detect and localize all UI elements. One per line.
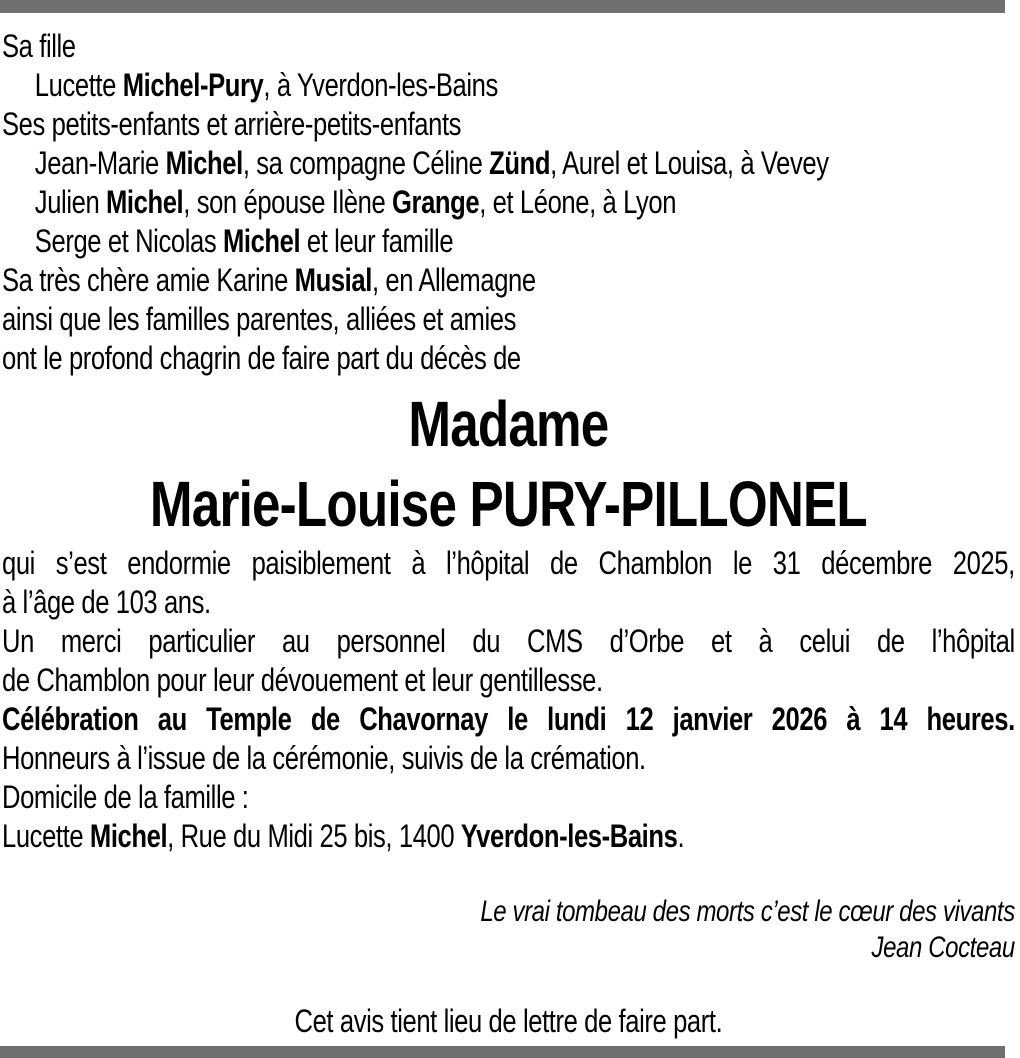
text-segment: , à Yverdon-les-Bains <box>263 67 498 103</box>
family-line-grandchild-1 <box>2 144 1015 183</box>
text-segment: Julien <box>34 184 106 220</box>
ceremony-line <box>2 700 1015 739</box>
deceased-title <box>2 384 1015 544</box>
thanks-line-1 <box>2 622 1015 661</box>
bottom-separator-bar <box>0 1046 1005 1058</box>
text-segment: , Aurel et Louisa, à Vevey <box>550 145 829 181</box>
text-segment: Jean-Marie <box>34 145 166 181</box>
name-emphasis: Michel <box>222 223 301 259</box>
family-line-friend <box>2 261 1015 300</box>
text-segment: Sa fille <box>2 28 76 64</box>
text-segment: à l’âge de 103 ans. <box>2 584 211 620</box>
name-emphasis: Yverdon-les-Bains <box>460 818 678 854</box>
family-line-grandchildren-label <box>2 105 1015 144</box>
name-emphasis: Musial <box>294 262 372 298</box>
family-line-grandchild-2 <box>2 183 1015 222</box>
deceased-title-honorific: Madame <box>408 388 609 460</box>
name-emphasis: Michel <box>89 818 168 854</box>
name-emphasis: Michel <box>106 184 184 220</box>
text-segment: ainsi que les familles parentes, alliées et amies <box>2 301 516 337</box>
name-emphasis: Célébration au Temple de Chavornay le lundi 12 janvier 2026 à 14 heures. <box>2 701 1015 737</box>
name-emphasis: Michel <box>165 145 243 181</box>
text-segment: ont le profond chagrin de faire part du décès de <box>2 340 521 376</box>
family-line-daughter-name <box>2 66 1015 105</box>
text-segment: et leur famille <box>300 223 454 259</box>
text-segment: , Rue du Midi 25 bis, 1400 <box>167 818 461 854</box>
text-segment: Honneurs à l’issue de la cérémonie, suivis de la crémation. <box>2 740 646 776</box>
quote-author: Jean Cocteau <box>871 931 1015 964</box>
family-address-line <box>2 817 1015 856</box>
death-details-line-1 <box>2 544 1015 583</box>
footer-notice-line: Cet avis tient lieu de lettre de faire part. <box>294 1003 723 1039</box>
deceased-name: Marie-Louise PURY-PILLONEL <box>149 468 867 540</box>
text-segment: , son épouse Ilène <box>183 184 392 220</box>
name-emphasis: Michel-Pury <box>122 67 264 103</box>
text-segment: , et Léone, à Lyon <box>479 184 677 220</box>
quote-text: Le vrai tombeau des morts c’est le cœur des vivants <box>480 895 1015 928</box>
announcement-lead-line <box>2 339 1015 378</box>
text-segment: Serge et Nicolas <box>34 223 223 259</box>
death-details-line-2 <box>2 583 1015 622</box>
family-address-label <box>2 778 1015 817</box>
honors-line <box>2 739 1015 778</box>
text-segment: de Chamblon pour leur dévouement et leur gentillesse. <box>2 662 603 698</box>
text-segment: . <box>677 818 685 854</box>
text-segment: Sa très chère amie Karine <box>2 262 295 298</box>
obituary-notice <box>2 0 1015 1041</box>
text-segment: , en Allemagne <box>371 262 536 298</box>
family-line-daughter-label <box>2 27 1015 66</box>
family-line-related-families <box>2 300 1015 339</box>
text-segment: Ses petits-enfants et arrière-petits-enfants <box>2 106 462 142</box>
text-segment: Un merci particulier au personnel du CMS d’Orbe et à celui de l’hôpital <box>2 623 1015 659</box>
thanks-line-2 <box>2 661 1015 700</box>
text-segment: , sa compagne Céline <box>242 145 490 181</box>
text-segment: qui s’est endormie paisiblement à l’hôpital de Chamblon le 31 décembre 2025, <box>2 545 1015 581</box>
text-segment: Lucette <box>2 818 90 854</box>
name-emphasis: Zünd <box>489 145 551 181</box>
text-segment: Lucette <box>34 67 123 103</box>
text-segment: Domicile de la famille : <box>2 779 249 815</box>
memorial-quote <box>2 894 1015 966</box>
family-line-grandchild-3 <box>2 222 1015 261</box>
name-emphasis: Grange <box>392 184 480 220</box>
